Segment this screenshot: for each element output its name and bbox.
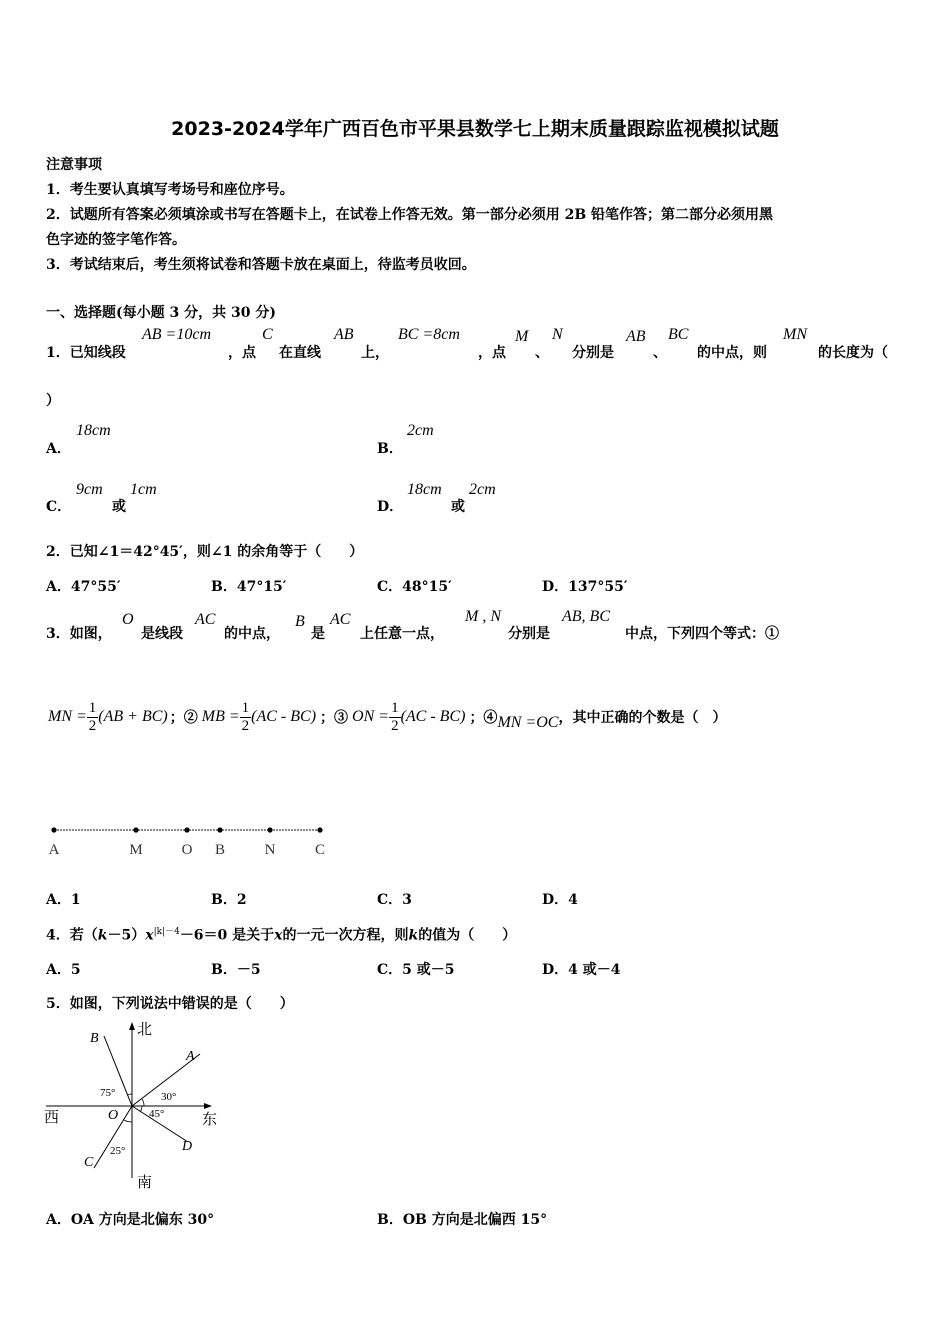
q4-text-post-3: 的值为（ ） [418,927,517,944]
q3-number-line-figure [44,820,344,860]
notice-item-2-line-2: 色字迹的签字笔作答。 [46,232,186,248]
q4-text-pre: 4．若（ [46,927,98,944]
q3-sep-4: ；④ [469,711,498,726]
q1-text-len: 的长度为（ [818,345,888,361]
q5-label-o: O [108,1108,119,1123]
section-heading: 一、选择题(每小题 3 分，共 30 分) [46,305,276,321]
q3-text-7: ，其中正确的个数是（ ） [558,711,727,726]
q3-points-mn: M , N [465,608,501,625]
q4-var-x-2: x [274,927,283,944]
q5-stem: 5．如图，下列说法中错误的是（ ） [46,996,294,1012]
q3-point-dot-m [133,827,138,832]
q3-formula-3-left: ON = [352,708,390,725]
q3-formula-2-denominator: 2 [241,717,250,734]
q5-option-b: B．OB 方向是北偏西 15° [377,1212,548,1228]
q3-formula-2-right: (AC - BC) [251,708,317,725]
q1-option-c-value-2: 1cm [130,481,157,498]
q3-formula-4: MN =OC [497,714,559,731]
q1-option-d-value-2: 2cm [469,481,496,498]
q4-text-post-2: 的一元一次方程，则 [282,927,409,944]
q1-text-online: 在直线 [279,345,321,361]
q3-text-6: 中点，下列四个等式：① [625,626,779,642]
q3-formula-1-fraction [87,700,99,735]
q2-stem: 2．已知∠1＝42°45′，则∠1 的余角等于（ ） [46,544,364,560]
q3-text-2: 的中点， [224,626,280,642]
q1-sep-2: 、 [653,345,667,361]
q3-point-dot-n [267,827,272,832]
q3-text-1: 是线段 [141,626,183,642]
q3-point-label-a: A [48,842,60,858]
q5-option-a: A．OA 方向是北偏东 30° [46,1212,215,1228]
q3-formula-3-denominator: 2 [391,717,399,734]
q3-point-label-m: M [129,842,143,858]
q1-option-d-label: D． [377,499,404,515]
q5-label-30: 30° [161,1091,177,1103]
q3-seg-ac-2: AC [330,611,351,628]
q3-option-c: C．3 [377,892,412,908]
q5-label-25: 25° [110,1145,126,1157]
q5-label-c: C [84,1155,94,1170]
q3-formula-2-fraction [240,700,252,735]
q1-text-resp: 分别是 [572,345,614,361]
q3-seg-ac: AC [195,611,216,628]
q3-point-dot-o [184,827,189,832]
q3-formula-1-denominator: 2 [88,717,97,734]
q5-label-d: D [182,1139,193,1154]
q1-seg-mn: MN [783,326,807,343]
q5-east-arrow [204,1103,212,1109]
q1-bc-length: BC =8cm [398,326,460,343]
q3-formula-line [48,697,726,737]
q2-option-a: A．47°55′ [46,579,121,595]
q2-option-c: C．48°15′ [377,579,452,595]
q1-option-a-value: 18cm [76,422,111,439]
q3-point-label-o: O [181,842,193,858]
q5-label-south: 南 [137,1175,153,1191]
q1-sep: 、 [535,345,549,361]
q1-seg-ab: AB [626,328,646,345]
q3-sep-2: ；② [169,711,198,726]
q1-text-start: 1．已知线段 [46,345,126,361]
q4-var-k-2: k [408,927,419,944]
q5-label-north: 北 [137,1022,153,1038]
q4-exponent: |k|－4 [153,927,180,937]
q1-option-d-value-1: 18cm [407,481,442,498]
q3-option-a: A．1 [46,892,81,908]
notice-item-1: 1．考生要认真填写考场号和座位序号。 [46,182,294,198]
q1-option-b-value: 2cm [407,422,434,439]
notice-item-3: 3．考试结束后，考生须将试卷和答题卡放在桌面上，待监考员收回。 [46,257,476,273]
q1-point-c: C [262,326,273,343]
q3-point-dot-c [317,827,322,832]
q1-text-point: ，点 [228,345,256,361]
q3-formula-1-numerator: 1 [88,699,97,716]
q5-label-east: 东 [202,1112,218,1128]
q1-line-ab: AB [334,326,354,343]
q5-arc-25 [124,1120,132,1122]
q4-text-post: －6＝0 是关于 [179,927,275,944]
q3-point-label-n: N [264,842,276,858]
q3-formula-3-right: (AC - BC) [400,708,466,725]
q3-formula-2-left: MB = [201,708,240,725]
q1-option-c-value-1: 9cm [76,481,103,498]
q4-var-k: k [97,927,108,944]
notice-heading: 注意事项 [46,157,102,173]
q3-segs-ab-bc: AB, BC [562,608,610,625]
q5-label-b: B [90,1031,99,1046]
q3-point-label-b: B [214,842,226,858]
page-title: 2023-2024学年广西百色市平果县数学七上期末质量跟踪监视模拟试题 [171,118,779,140]
q4-option-b: B．－5 [211,962,261,978]
q3-option-b: B．2 [211,892,247,908]
q1-option-a-label: A． [46,441,71,457]
q3-text-4: 上任意一点， [360,626,444,642]
q5-arc-45 [140,1106,142,1112]
q1-close-paren: ） [46,393,60,409]
q1-point-n: N [552,326,563,343]
q4-text-mid: －5） [107,927,146,944]
q3-point-o: O [122,611,134,628]
q5-label-75: 75° [100,1087,116,1099]
q4-option-d: D．4 或－4 [542,962,621,978]
q3-formula-3-fraction [389,700,401,735]
q3-point-label-c: C [314,842,326,858]
q3-formula-1-right: (AB + BC) [98,708,168,725]
q5-north-arrow [129,1022,135,1030]
q3-formula-1-left: MN = [48,708,87,725]
q4-var-x: x [145,927,154,944]
q3-text-start: 3．如图， [46,626,112,642]
q1-point-m: M [515,328,529,345]
q3-point-b: B [295,613,305,630]
q1-option-c-or: 或 [112,499,126,515]
q3-sep-3: ；③ [320,711,349,726]
q3-option-d: D．4 [542,892,578,908]
q5-direction-figure [40,1018,230,1194]
q3-text-3: 是 [311,626,325,642]
q4-stem [46,924,516,945]
q2-option-d: D．137°55′ [542,579,628,595]
q4-option-c: C．5 或－5 [377,962,455,978]
q1-seg-bc: BC [668,326,689,343]
q5-label-45: 45° [149,1108,165,1120]
notice-item-2-line-1: 2．试题所有答案必须填涂或书写在答题卡上，在试卷上作答无效。第一部分必须用 2B 铅笔作答；第二部分必须用黑 [46,207,774,223]
q3-point-dot-a [51,827,56,832]
q3-text-5: 分别是 [508,626,550,642]
q1-text-mid: 的中点，则 [697,345,767,361]
q3-formula-3-numerator: 1 [391,699,399,716]
q3-formula-2-numerator: 1 [241,699,250,716]
q5-label-a: A [186,1049,195,1064]
q1-option-d-or: 或 [451,499,465,515]
q1-option-b-label: B． [377,441,403,457]
q1-ab-length: AB =10cm [142,326,211,343]
q5-arc-30 [142,1099,144,1106]
q3-point-dot-b [217,827,222,832]
q1-option-c-label: C． [46,499,72,515]
q1-text-point-2: ，点 [478,345,506,361]
q2-option-b: B．47°15′ [211,579,287,595]
q4-option-a: A．5 [46,962,81,978]
q5-label-west: 西 [44,1110,60,1126]
q1-text-on: 上， [361,345,389,361]
